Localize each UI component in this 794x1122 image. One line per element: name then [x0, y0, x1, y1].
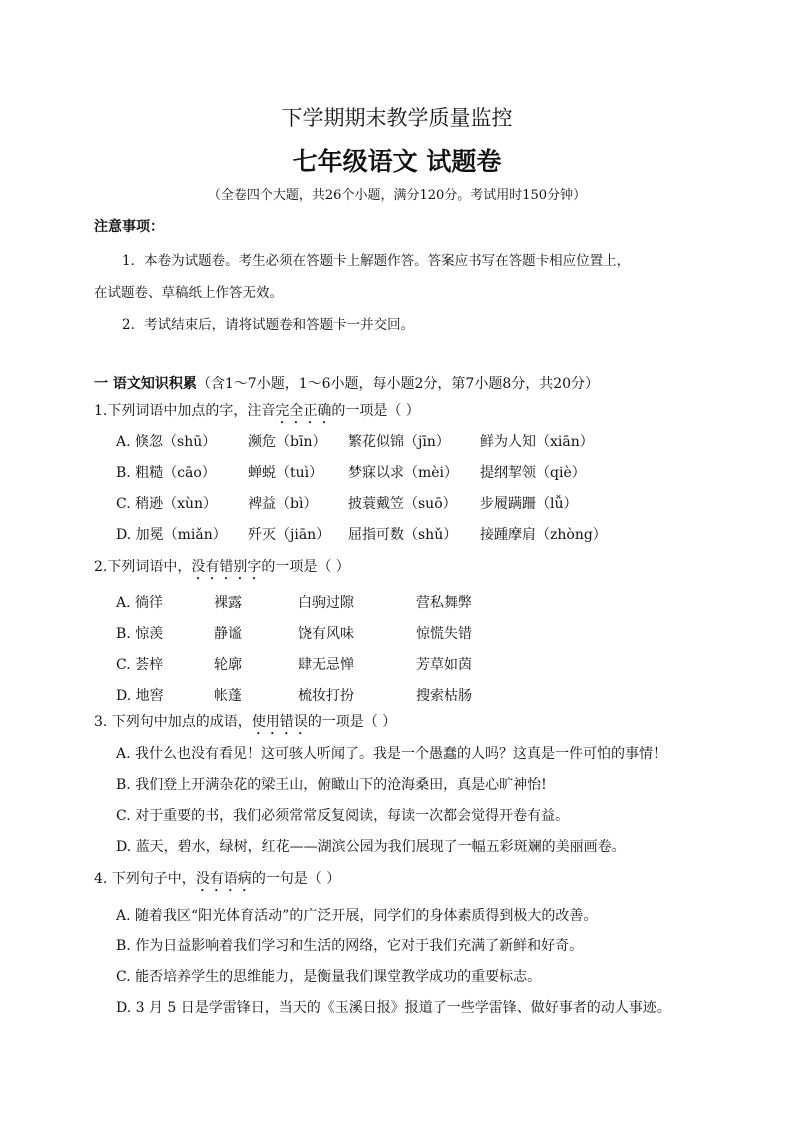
question-3-option-d: D. 蓝天，碧水，绿树，红花——湖滨公园为我们展现了一幅五彩斑斓的美丽画卷。: [116, 839, 626, 855]
section-1-heading: [94, 373, 599, 393]
exam-title: 下学期期末教学质量监控: [281, 106, 513, 130]
notice-title: 注意事项：: [94, 219, 164, 235]
exam-info: （全卷四个大题，共26个小题，满分120分。考试用时150分钟）: [207, 188, 587, 203]
question-3-stem: 3. 下列句中加点的成语，使用错误的一项是（ ）: [94, 714, 397, 730]
notice-item-2: 2．考试结束后，请将试题卷和答题卡一并交回。: [122, 317, 415, 333]
emphasis-text: 没有错别字: [191, 559, 262, 575]
section-1-desc: （含1～7小题，1～6小题，每小题2分，第7小题8分，共20分）: [196, 376, 600, 392]
question-4-option-a: A. 随着我区“阳光体育活动”的广泛开展，同学们的身体素质得到极大的改善。: [116, 908, 598, 924]
question-1-stem: 1.下列词语中加点的字，注音完全正确的一项是（ ）: [94, 403, 420, 419]
emphasis-text: 没有语病: [195, 871, 252, 887]
question-3-option-a: A. 我什么也没有看见！这可骇人听闻了。我是一个愚蠢的人吗？这真是一件可怕的事情！: [116, 746, 668, 762]
exam-page: 下学期期末教学质量监控 七年级语文 试题卷 （全卷四个大题，共26个小题，满分120分。考试用时150分钟） 注意事项： 1．本卷为试题卷。考生必须在答题卡上解题作答。答案应书写在答题卡相应位置上， 在试题卷、草稿纸上作答无效。 2．考试结束后，请将试题卷和答题卡一并交回。 一 语文知识积累（含1～7小题，1～6小题，每小题2分，第7小题8分，共20分） 1.下列词语中加点的字，注音完全正确的一项是（ ） A. 倏忽（shū） 濒危（bīn） 繁花似锦（jīn） 鲜为人知（xiān） B. 粗糙（cāo） 蝉蜕（tuì） 梦寐以求（mèi） 提纲挈领（qiè） C. 稍逊（xùn） 裨益（bì） 披蓑戴笠（suō） 步履蹒跚（lǚ） D. 加冕（miǎn） 歼灭（jiān） 屈指可数（shǔ） 接踵摩肩（zhòng） 2.下列词语中，没有错别字的一项是（ ） A. 徜徉 裸露 白驹过隙 营私舞弊 B. 惊羡 静谧 饶有风味 惊慌失错 C. 荟梓 轮廓 肆无忌惮 芳草如茵 D. 地窖 帐蓬 梳妆打扮 搜索枯肠 3. 下列句中加点的成语，使用错误的一项是（ ） A. 我什么也没有看见！这可骇人听闻了。我是一个愚蠢的人吗？这真是一件可怕的事情！ B. 我们登上开满杂花的梁王山，俯瞰山下的沧海桑田，真是心旷神怡! C. 对于重要的书，我们必须常常反复阅读，每读一次都会觉得开卷有益。 D. 蓝天，碧水，绿树，红花——湖滨公园为我们展现了一幅五彩斑斓的美丽画卷。 4. 下列句子中，没有语病的一句是（ ） A. 随着我区“阳光体育活动”的广泛开展，同学们的身体素质得到极大的改善。 B. 作为日益影响着我们学习和生活的网络，它对于我们充满了新鲜和好奇。 C. 能否培养学生的思维能力，是衡量我们课堂教学成功的重要标志。 D. 3 月 5 日是学雷锋日，当天的《玉溪日报》报道了一些学雷锋、做好事者的动人事迹。: [0, 0, 794, 1122]
question-2-stem: 2.下列词语中，没有错别字的一项是（ ）: [94, 559, 350, 575]
section-1-title: 一 语文知识积累: [94, 376, 197, 392]
emphasis-text: 完全正确: [275, 403, 332, 419]
question-3-option-b: B. 我们登上开满杂花的梁王山，俯瞰山下的沧海桑田，真是心旷神怡!: [116, 777, 547, 793]
question-4-option-b: B. 作为日益影响着我们学习和生活的网络，它对于我们充满了新鲜和好奇。: [116, 938, 584, 954]
question-4-option-c: C. 能否培养学生的思维能力，是衡量我们课堂教学成功的重要标志。: [116, 969, 542, 985]
question-4-stem: 4. 下列句子中，没有语病的一句是（ ）: [94, 871, 341, 887]
notice-item-1-cont: 在试题卷、草稿纸上作答无效。: [94, 285, 283, 301]
notice-item-1: 1．本卷为试题卷。考生必须在答题卡上解题作答。答案应书写在答题卡相应位置上，: [122, 253, 631, 269]
exam-subject-title: 七年级语文 试题卷: [292, 147, 502, 176]
question-3-option-c: C. 对于重要的书，我们必须常常反复阅读，每读一次都会觉得开卷有益。: [116, 808, 570, 824]
emphasis-text: 使用错误: [251, 714, 308, 730]
question-4-option-d: D. 3 月 5 日是学雷锋日，当天的《玉溪日报》报道了一些学雷锋、做好事者的动人事迹。: [116, 1000, 671, 1016]
